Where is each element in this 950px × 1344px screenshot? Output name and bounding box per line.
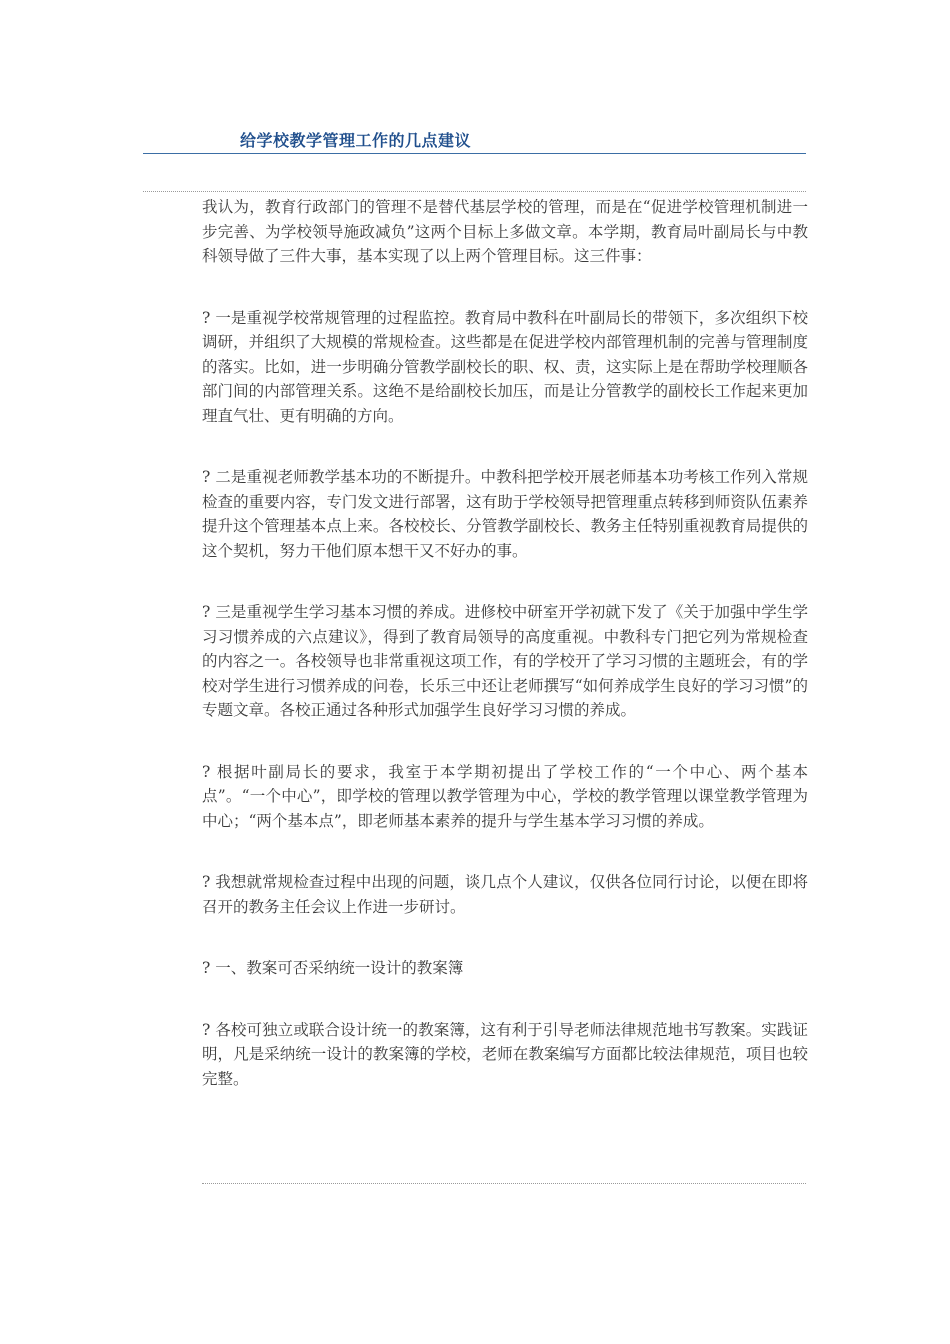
paragraph-point-two: ? 二是重视老师教学基本功的不断提升。中教科把学校开展老师基本功考核工作列入常规检查的重要内容，专门发文进行部署，这有助于学校领导把管理重点转移到师资队伍素养提升这个管理基本点上来。各校校长、分管教学副校长、教务主任特别重视教育局提供的这个契机，努力干他们原本想干又不好办的事。	[202, 468, 808, 560]
paragraph-suggestion-intro: ? 我想就常规检查过程中出现的问题，谈几点个人建议，仅供各位同行讨论，以便在即将召开的教务主任会议上作进一步研讨。	[202, 873, 808, 916]
paragraph-point-one: ? 一是重视学校常规管理的过程监控。教育局中教科在叶副局长的带领下，多次组织下校调研，并组织了大规模的常规检查。这些都是在促进学校内部管理机制的完善与管理制度的落实。比如，进一步明确分管教学副校长的职、权、责，这实际上是在帮助学校理顺各部门间的内部管理关系。这绝不是给副校长加压，而是让分管教学的副校长工作起来更加理直气壮、更有明确的方向。	[202, 308, 808, 425]
top-dotted-divider	[143, 191, 806, 192]
title-underline	[143, 153, 806, 154]
paragraph-intro: 我认为，教育行政部门的管理不是替代基层学校的管理，而是在“促进学校管理机制进一步完善、为学校领导施政减负”这两个目标上多做文章。本学期，教育局叶副局长与中教科领导做了三件大事，基本实现了以上两个管理目标。这三件事：	[202, 198, 808, 265]
section-heading-lesson-plan: ? 一、教案可否采纳统一设计的教案簿	[202, 959, 464, 977]
paragraph-center-points: ? 根据叶副局长的要求，我室于本学期初提出了学校工作的“一个中心、两个基本点”。“一个中心”，即学校的管理以教学管理为中心，学校的教学管理以课堂教学管理为中心；“两个基本点”，即老师基本素养的提升与学生基本学习习惯的养成。	[202, 762, 808, 830]
document-title: 给学校教学管理工作的几点建议	[240, 131, 472, 150]
document-body	[202, 195, 808, 1091]
paragraph-point-three: ? 三是重视学生学习基本习惯的养成。进修校中研室开学初就下发了《关于加强中学生学习习惯养成的六点建议》，得到了教育局领导的高度重视。中教科专门把它列为常规检查的内容之一。各校领导也非常重视这项工作，有的学校开了学习习惯的主题班会，有的学校对学生进行习惯养成的问卷，长乐三中还让老师撰写“如何养成学生良好的学习习惯”的专题文章。各校正通过各种形式加强学生良好学习习惯的养成。	[202, 603, 808, 719]
paragraph-lesson-plan: ? 各校可独立或联合设计统一的教案簿，这有利于引导老师法律规范地书写教案。实践证明，凡是采纳统一设计的教案簿的学校，老师在教案编写方面都比较法律规范，项目也较完整。	[202, 1020, 808, 1088]
bottom-dotted-divider	[202, 1183, 806, 1184]
